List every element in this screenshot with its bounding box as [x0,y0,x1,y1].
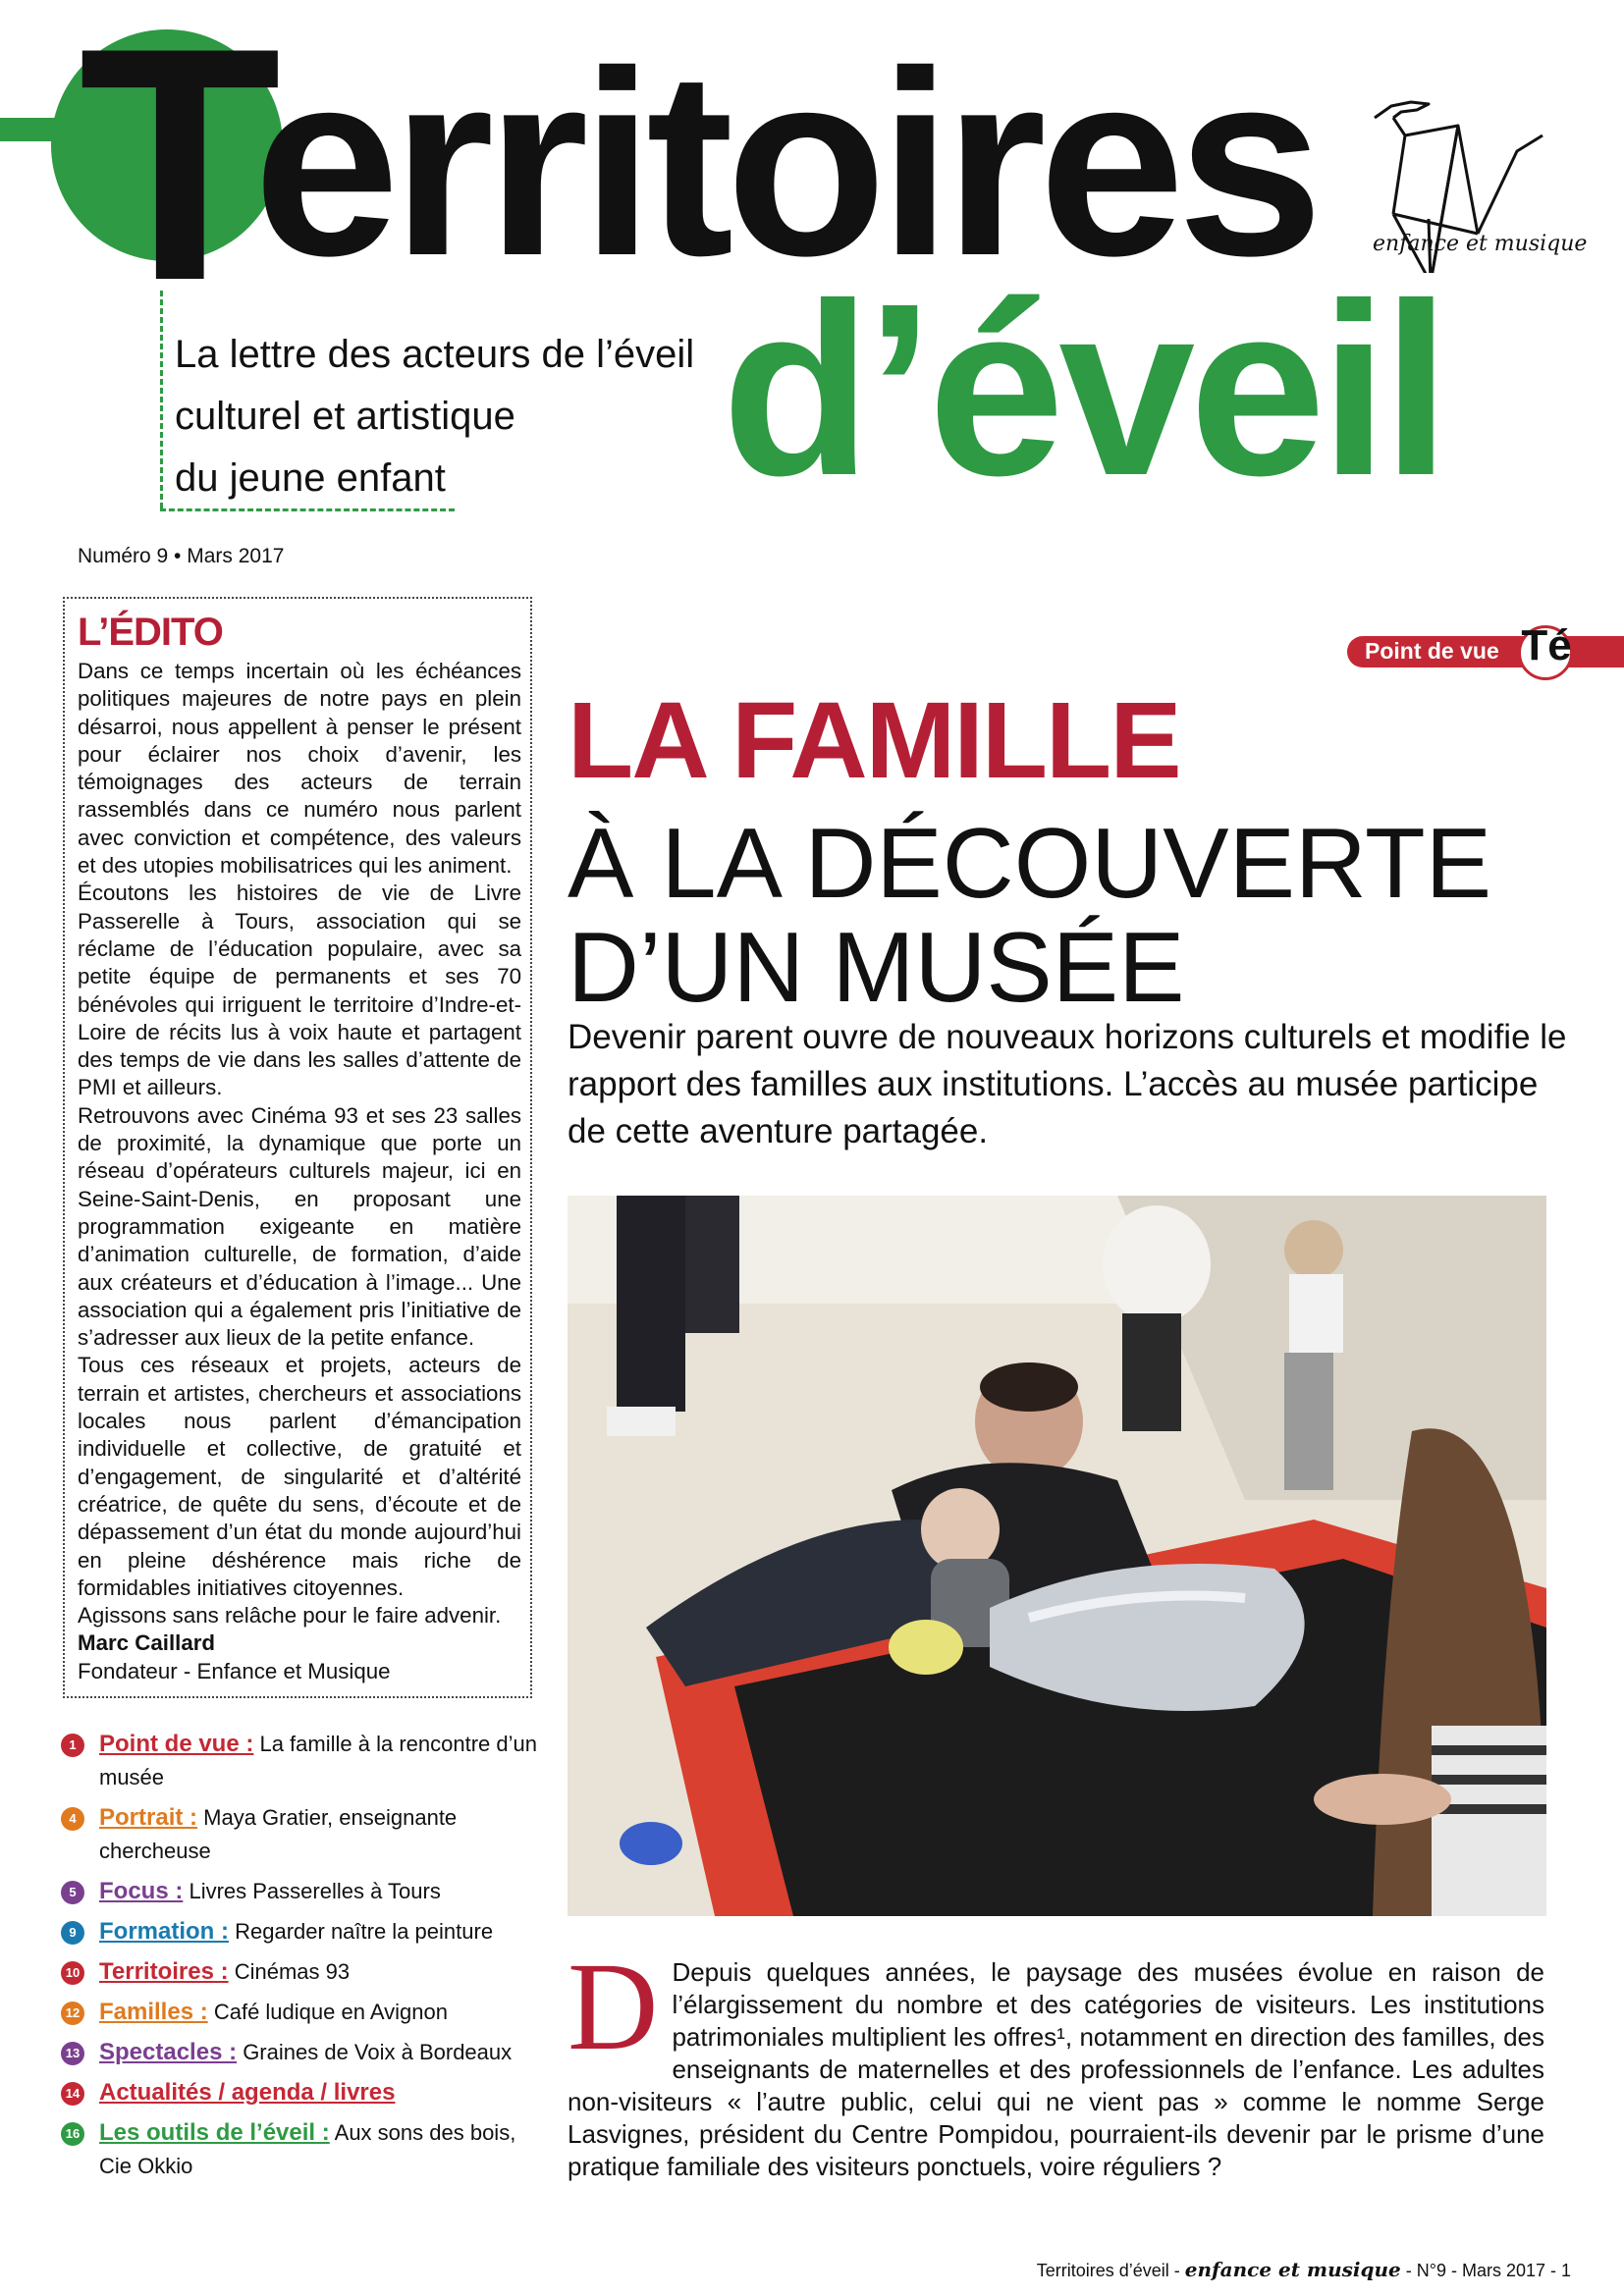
toc-text: Aux sons des bois, Cie Okkio [99,2120,516,2178]
article-body [568,1937,1544,2183]
toc-page-number: 13 [61,2042,84,2065]
toc-heading[interactable]: Les outils de l’éveil : [99,2119,330,2146]
toc-item[interactable] [61,1915,542,1949]
article-title-line: À LA DÉCOUVERTE [568,809,1492,919]
footer-left: Territoires d’éveil - [1036,2261,1185,2280]
section-badge-text: Té [1521,621,1572,669]
toc-heading[interactable]: Territoires : [99,1958,229,1985]
section-label: Point de vue [1365,638,1499,664]
edito-paragraph: Retrouvons avec Cinéma 93 et ses 23 salles de proximité, la dynamique que porte un réseau d’opérateurs culturels majeur, ici en Seine-Saint-Denis, en proposant une programmation exigeante en matière d’animation culturelle, de formation, d’aide aux créateurs et d’éducation à l’image... Une association qui a également pris l’initiative de s’adresser aux lieux de la petite enfance. [78,1102,521,1351]
masthead-divider [160,291,163,508]
toc-item[interactable] [61,1728,542,1794]
masthead-initial: T [79,0,282,349]
toc-page-number: 16 [61,2122,84,2146]
toc-heading[interactable]: Portrait : [99,1804,198,1831]
toc-item[interactable] [61,1955,542,1989]
toc-page-number: 10 [61,1961,84,1985]
toc-text: Café ludique en Avignon [207,2000,448,2024]
toc-heading[interactable]: Actualités / agenda / livres [99,2079,396,2106]
article-lead: Devenir parent ouvre de nouveaux horizons culturels et modifie le rapport des familles aux institutions. L’accès au musée participe de cette aventure partagée. [568,1018,1567,1150]
toc-page-number: 5 [61,1881,84,1904]
footer-logo: enfance et musique [1184,2258,1401,2281]
logo-text: enfance et musique [1373,232,1588,256]
toc-text: Graines de Voix à Bordeaux [237,2040,513,2064]
masthead-title-green: d’éveil [722,252,1445,526]
edito-author-role: Fondateur - Enfance et Musique [78,1658,391,1683]
page-footer [982,2258,1571,2281]
edito-body [78,658,521,1685]
article-title-line: D’UN MUSÉE [568,913,1185,1023]
toc-item[interactable] [61,2076,542,2109]
edito-author: Marc Caillard [78,1630,216,1656]
article-dropcap: D [568,1937,659,2076]
toc-heading[interactable]: Point de vue : [99,1731,254,1757]
masthead-bar [0,118,59,141]
subtitle-line: culturel et artistique [175,395,515,438]
edito-paragraph: Tous ces réseaux et projets, acteurs de terrain et artistes, chercheurs et associations locales nous parlent d’émancipation individuelle et collective, de gratuité et d’engagement, de singularité et d’altérité créatrice, de quête du sens, d’écoute et de dépassement d’un état du monde aujourd’hui en pleine déshérence mais riche de formidables initiatives citoyennes. [78,1353,521,1600]
masthead-title: erritoires [253,16,1316,310]
toc-text: Maya Gratier, enseignante chercheuse [99,1805,458,1863]
toc-item[interactable] [61,2116,542,2183]
article-title [568,809,1492,1023]
footer-right: - N°9 - Mars 2017 - 1 [1400,2261,1571,2280]
edito-paragraph: Écoutons les histoires de vie de Livre Passerelle à Tours, association qui se réclame de l’éducation populaire, avec sa petite équipe de permanents et ses 70 bénévoles qui irriguent le territoire d’Indre-et-Loire de récits lus à voix haute et partagent des temps de vie dans les salles d’attente de PMI et ailleurs. [78,881,521,1100]
toc-page-number: 9 [61,1921,84,1945]
toc-heading[interactable]: Spectacles : [99,2039,238,2065]
toc-page-number: 12 [61,2002,84,2025]
subtitle-line: La lettre des acteurs de l’éveil [175,333,695,376]
toc-text: Cinémas 93 [228,1959,351,1984]
toc-item[interactable] [61,1875,542,1908]
toc-page-number: 4 [61,1807,84,1831]
subtitle-line: du jeune enfant [175,456,446,500]
toc-text: La famille à la rencontre d’un musée [99,1732,537,1789]
toc-heading[interactable]: Familles : [99,1999,208,2025]
article-photo [568,1196,1546,1916]
edito-paragraph: Dans ce temps incertain où les échéances politiques majeures de notre pays en plein désarroi, nous appellent à penser le présent pour éclairer nos choix d’avenir, les témoignages des acteurs de terrain rassemblés dans ce numéro nous parlent avec conviction et compétence, des valeurs et des utopies mobilisatrices qui les animent. [78,659,521,879]
toc-heading[interactable]: Focus : [99,1878,184,1904]
toc-page-number: 1 [61,1734,84,1757]
edito-paragraph: Agissons sans relâche pour le faire advenir. [78,1603,502,1629]
edito-title: L’ÉDITO [78,611,223,654]
issue-number: Numéro 9 • Mars 2017 [78,545,285,567]
toc-item[interactable] [61,1801,542,1868]
masthead-subtitle [175,324,694,509]
toc-item[interactable] [61,2036,542,2069]
article-title-red: LA FAMILLE [568,680,1180,801]
toc-item[interactable] [61,1996,542,2029]
article-body-text: Depuis quelques années, le paysage des musées évolue en raison de l’élargissement du nombre et des catégories de visiteurs. Les institutions patrimoniales multiplient les offres¹, notamment en direction des familles, des enseignants de maternelles et des professionnels de l’enfance. Les adultes non-visiteurs « l’autre public, celui qui ne vient pas » comme le nomme Serge Lasvignes, président du Centre Pompidou, pourraient-ils devenir par le prisme d’une pratique familiale des visiteurs ponctuels, voire réguliers ? [568,1957,1544,2181]
toc-text: Regarder naître la peinture [229,1919,494,1944]
toc-text: Livres Passerelles à Tours [183,1879,441,1903]
table-of-contents [61,1728,542,2190]
toc-heading[interactable]: Formation : [99,1918,229,1945]
toc-page-number: 14 [61,2082,84,2106]
